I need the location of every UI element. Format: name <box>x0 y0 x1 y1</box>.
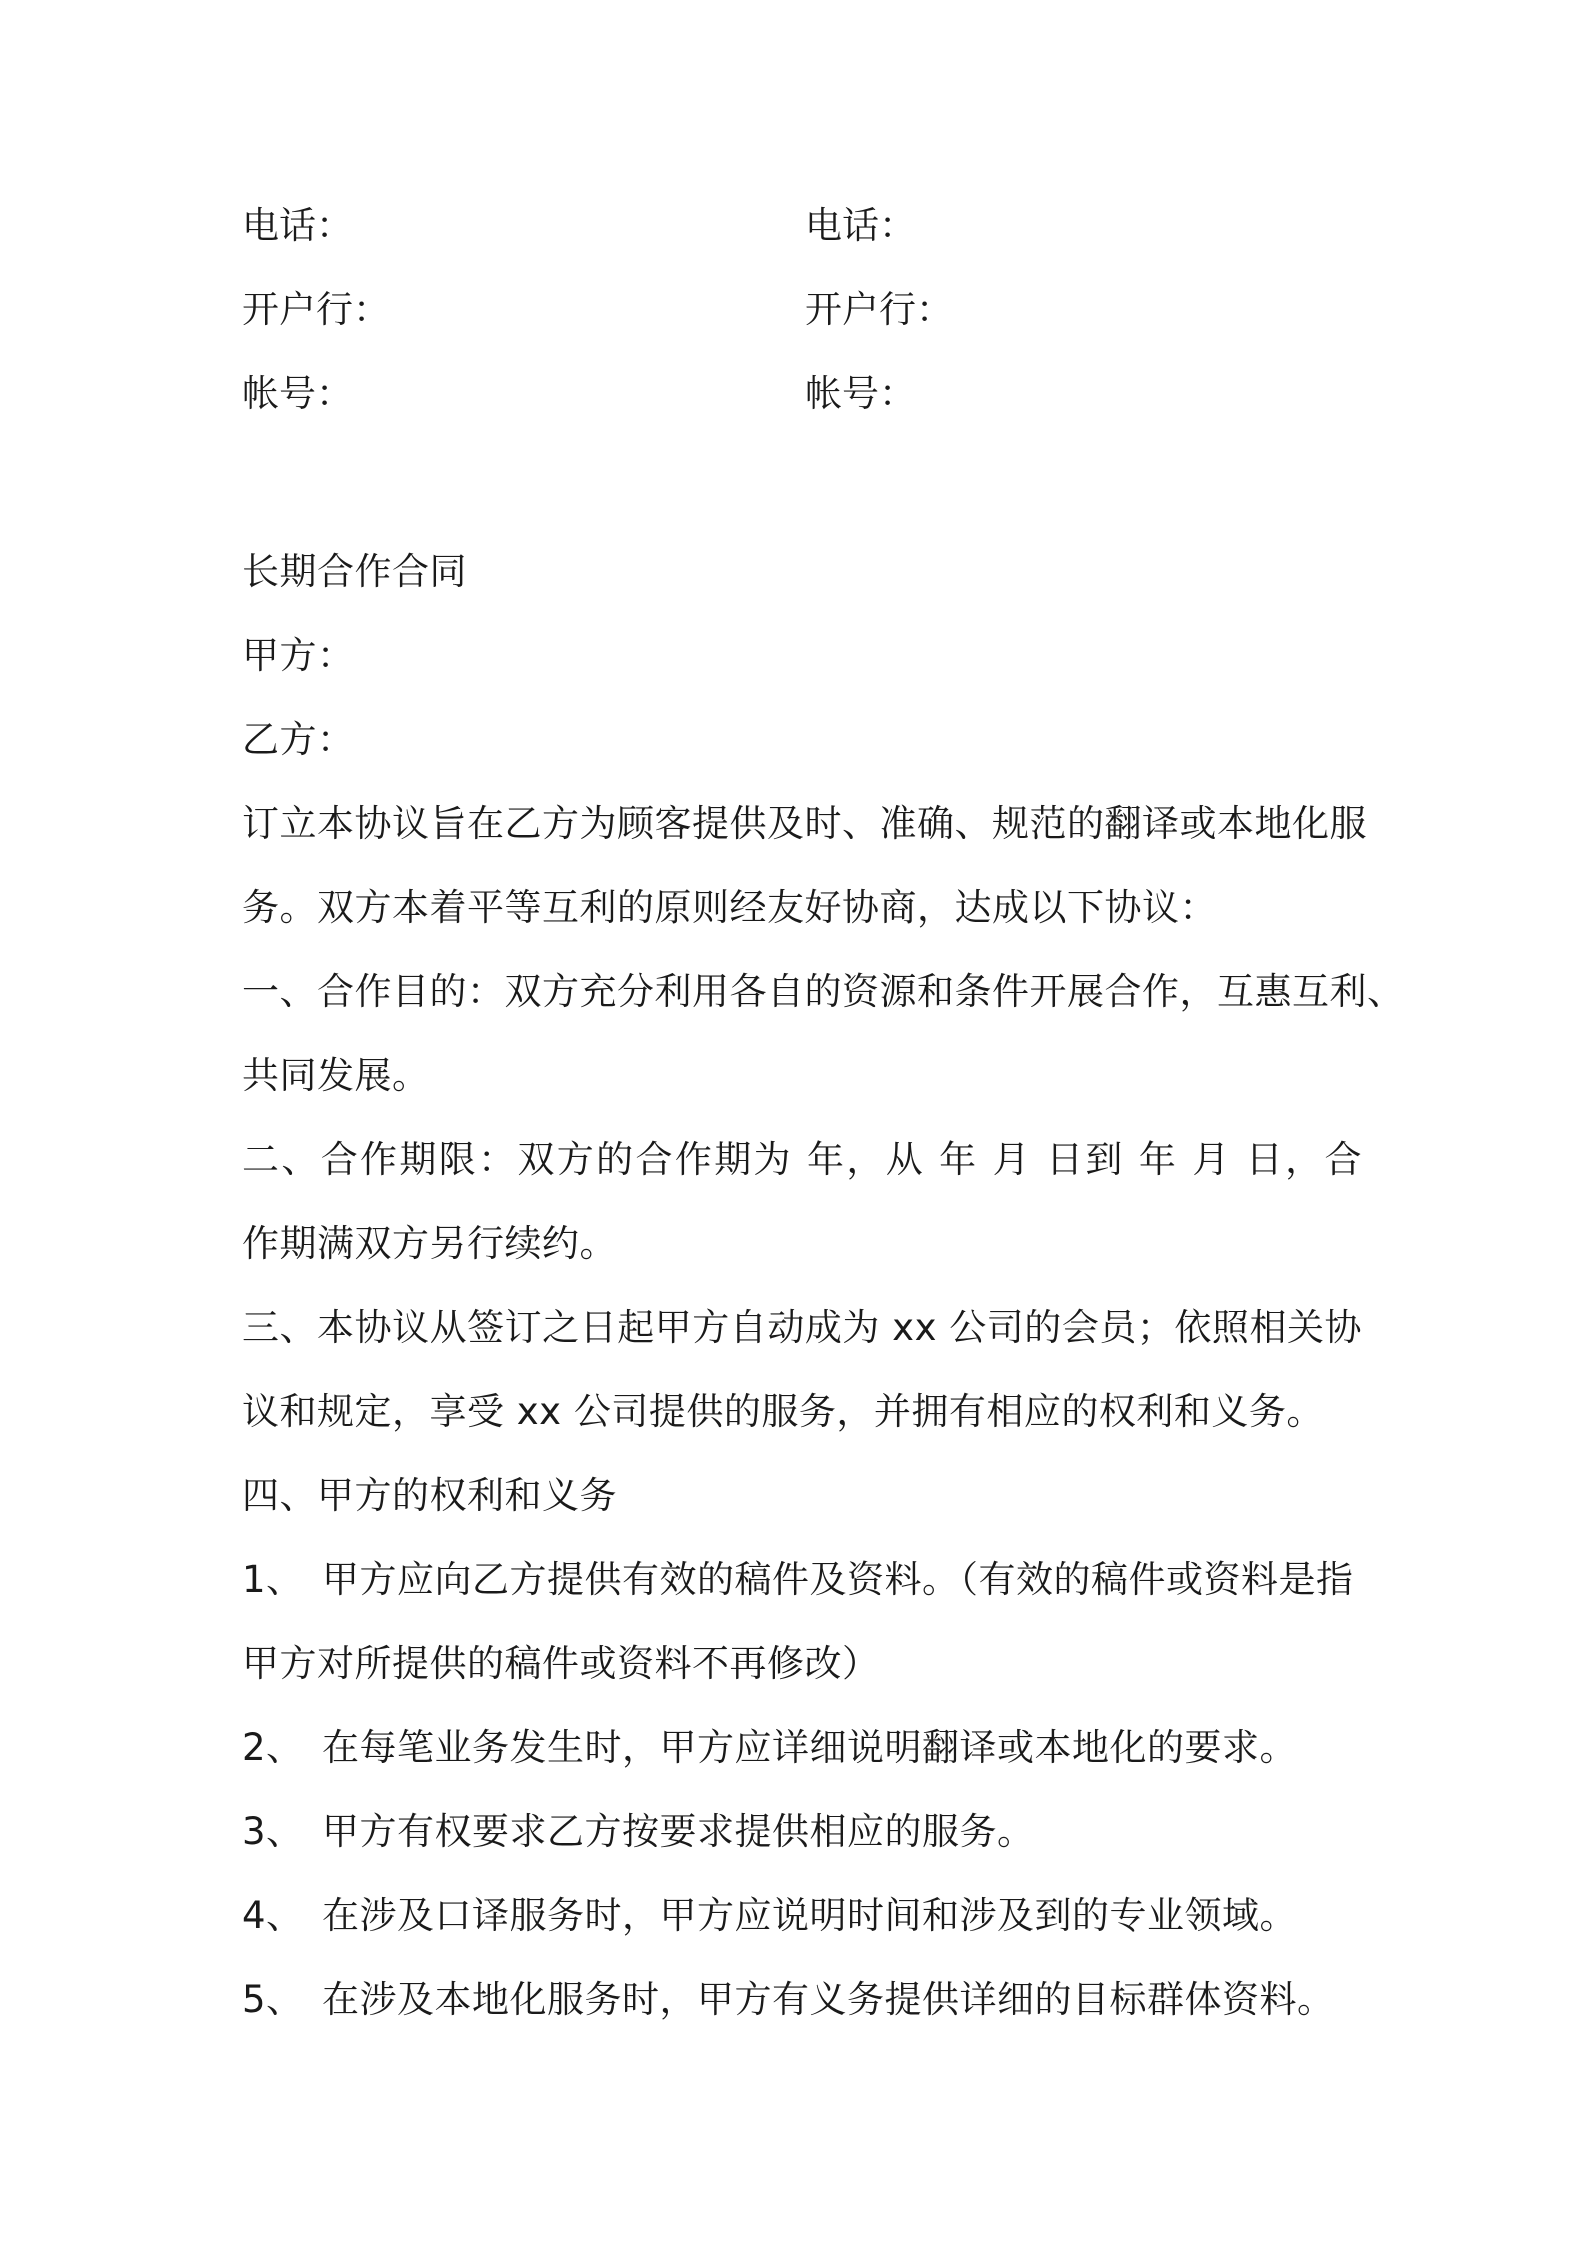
clause-1-line: 一、合作目的：双方充分利用各自的资源和条件开展合作，互惠互利、 <box>242 970 1405 1013</box>
clause-3-line: 三、本协议从签订之日起甲方自动成为 xx 公司的会员；依照相关协 <box>242 1306 1362 1349</box>
party-b-phone-label: 电话： <box>805 204 916 247</box>
contract-body <box>242 530 1405 2042</box>
list-item-text: 甲方有权要求乙方按要求提供相应的服务。 <box>322 1810 1035 1853</box>
clause-1-line: 共同发展。 <box>242 1054 430 1097</box>
list-item <box>242 1874 1362 1958</box>
intro-paragraph-line: 务。双方本着平等互利的原则经友好协商，达成以下协议： <box>242 886 1217 929</box>
list-item-number: 3、 <box>242 1810 304 1853</box>
account-row <box>242 364 1372 448</box>
party-b-label: 乙方： <box>242 718 355 761</box>
list-item-number: 1、 <box>242 1558 304 1601</box>
list-item <box>242 1790 1362 1874</box>
party-a-account-label: 帐号： <box>242 372 353 415</box>
list-item-text: 甲方应向乙方提供有效的稿件及资料。（有效的稿件或资料是指 <box>322 1558 1354 1601</box>
party-a-phone-label: 电话： <box>242 204 353 247</box>
party-a-bank-label: 开户行： <box>242 288 390 331</box>
intro-paragraph-line: 订立本协议旨在乙方为顾客提供及时、准确、规范的翻译或本地化服 <box>242 802 1367 845</box>
bank-info-block <box>242 196 1372 448</box>
list-item <box>242 1958 1362 2042</box>
list-item-number: 4、 <box>242 1894 304 1937</box>
clause-3-line: 议和规定，享受 xx 公司提供的服务，并拥有相应的权利和义务。 <box>242 1390 1324 1433</box>
clause-2-line: 二、合作期限：双方的合作期为 年，从 年 月 日到 年 月 日，合 <box>242 1138 1362 1181</box>
list-item-text: 在涉及本地化服务时，甲方有义务提供详细的目标群体资料。 <box>322 1978 1335 2021</box>
list-item-text: 在涉及口译服务时，甲方应说明时间和涉及到的专业领域。 <box>322 1894 1297 1937</box>
list-item-continuation: 甲方对所提供的稿件或资料不再修改） <box>242 1642 880 1685</box>
bank-row <box>242 280 1372 364</box>
clause-2-line: 作期满双方另行续约。 <box>242 1222 617 1265</box>
list-item-number: 5、 <box>242 1978 304 2021</box>
list-item-text: 在每笔业务发生时，甲方应详细说明翻译或本地化的要求。 <box>322 1726 1297 1769</box>
clause-4-title: 四、甲方的权利和义务 <box>242 1474 617 1517</box>
list-item <box>242 1706 1362 1790</box>
party-b-account-label: 帐号： <box>805 372 916 415</box>
contract-title: 长期合作合同 <box>242 550 467 593</box>
list-item <box>242 1538 1362 1622</box>
list-item-number: 2、 <box>242 1726 304 1769</box>
party-b-bank-label: 开户行： <box>805 288 953 331</box>
phone-row <box>242 196 1372 280</box>
party-a-label: 甲方： <box>242 634 355 677</box>
